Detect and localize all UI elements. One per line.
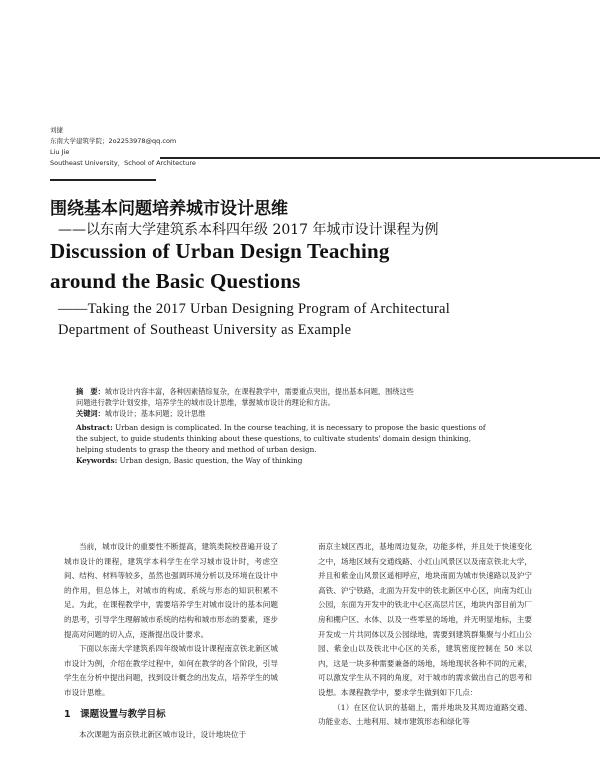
body-right-column xyxy=(318,540,532,730)
subtitle-en-line1: ——Taking the 2017 Urban Designing Program of Architectural xyxy=(58,301,451,317)
header-rule-left xyxy=(50,179,156,181)
abstract-cn-line1 xyxy=(76,386,576,397)
abstract-en-line1 xyxy=(76,422,576,433)
keywords-cn-label: 关键词： xyxy=(76,409,105,419)
title-en-line1: Discussion of Urban Design Teaching xyxy=(50,239,390,263)
author-name-en: Liu Jie xyxy=(50,148,70,156)
keywords-en xyxy=(76,455,576,466)
body-left-column xyxy=(64,540,278,743)
abstract-en-label: Abstract: xyxy=(76,422,113,432)
author-affiliation-en: Southeast University，School of Architecture xyxy=(50,159,196,167)
abstract-en-text-3: helping students to grasp the theory and method of urban design. xyxy=(76,445,317,455)
title-en-line2: around the Basic Questions xyxy=(50,269,301,293)
author-block xyxy=(50,125,330,169)
left-para-2: 下面以东南大学建筑系四年级城市设计课程南京铁北新区城市设计为例，介绍在教学过程中，如何在教学的各个阶段，引导学生在分析中提出问题，找到设计概念的出发点，培养学生的城市设计思维。 xyxy=(64,644,278,697)
left-para-3: 本次课题为南京铁北新区城市设计，设计地块位于 xyxy=(79,730,247,740)
abstract-en-text-1: Urban design is complicated. In the course teaching, it is necessary to propose the basic questions of xyxy=(115,422,486,432)
abstract-en-text-2: the subject, to guide students thinking about these questions, to cultivate students' domain design thinking, xyxy=(76,433,472,443)
header-rule-right xyxy=(160,157,600,159)
keywords-cn xyxy=(76,408,576,419)
subtitle-en-line2: Department of Southeast University as Example xyxy=(58,322,352,338)
abstract-cn-text-1: 城市设计内容丰富，各种因素错综复杂，在课程教学中，需要重点突出，提出基本问题，围绕这些 xyxy=(104,387,414,396)
subtitle-cn: ——以东南大学建筑系本科四年级 2017 年城市设计课程为例 xyxy=(58,222,439,238)
section-heading-1: 1 课题设置与教学目标 xyxy=(64,708,166,720)
keywords-cn-text: 城市设计；基本问题；设计思维 xyxy=(104,409,206,419)
keywords-en-text: Urban design, Basic question, the Way of thinking xyxy=(119,456,303,466)
title-cn: 围绕基本问题培养城市设计思维 xyxy=(50,199,288,219)
left-para-1: 当前，城市设计的重要性不断提高，建筑类院校普遍开设了城市设计的课程，建筑学本科学生在学习城市设计时，考虑空间、结构、材料等较多，虽然也强调环境分析以及环境在设计中的作用，但总体上，对城市的构成、系统与形态的知识积累不足。为此，在课程教学中，需要培养学生对城市设计的基本问题的思考，引导学生理解城市系统的结构和城市形态的要素，逐步提高对问题的切入点，逐渐提出设计要求。 xyxy=(64,542,278,639)
right-para-1: 南京主城区西北，基地周边复杂，功能多样，并且处于快速变化之中，场地区域有交通线路、小红山风景区以及南京铁北大学，并且和紫金山风景区遥相呼应，地块南面为城市快速路以及沪宁高铁、沪宁铁路，北面为开发中的铁北新区中心区，向南为红山公园，东面为开发中的铁北中心区高层片区，地块内部目前为厂房和棚户区、水体、以及一些零星的场地，并无明显地标，主要开发成一片共同体以及公园绿地，需要到建筑群集聚与小红山公园、紫金山以及铁北中心区的关系，建筑密度控制在 50 米以内，这是一块多种需要兼备的场地，场地现状各种不同的元素，可以激发学生从不同的角度，对于城市的需求做出自己的思考和设想。本课程教学中，要求学生做到如下几点： xyxy=(318,542,532,697)
author-affiliation-cn: 东南大学建筑学院；2o2253978@qq.com xyxy=(50,137,177,145)
right-para-2: （1）在区位认识的基础上，需并地块及其周边道路交通、功能业态、土地利用、城市建筑形态和绿化等 xyxy=(318,702,532,727)
keywords-en-label: Keywords: xyxy=(76,456,118,466)
abstract-cn-text-2: 问题进行教学计划安排，培养学生的城市设计思维，掌握城市设计的理论和方法。 xyxy=(76,398,335,408)
abstract-cn-label: 摘 要： xyxy=(76,387,105,396)
abstract-block xyxy=(76,386,576,466)
author-name-cn: 刘捷 xyxy=(50,126,63,134)
